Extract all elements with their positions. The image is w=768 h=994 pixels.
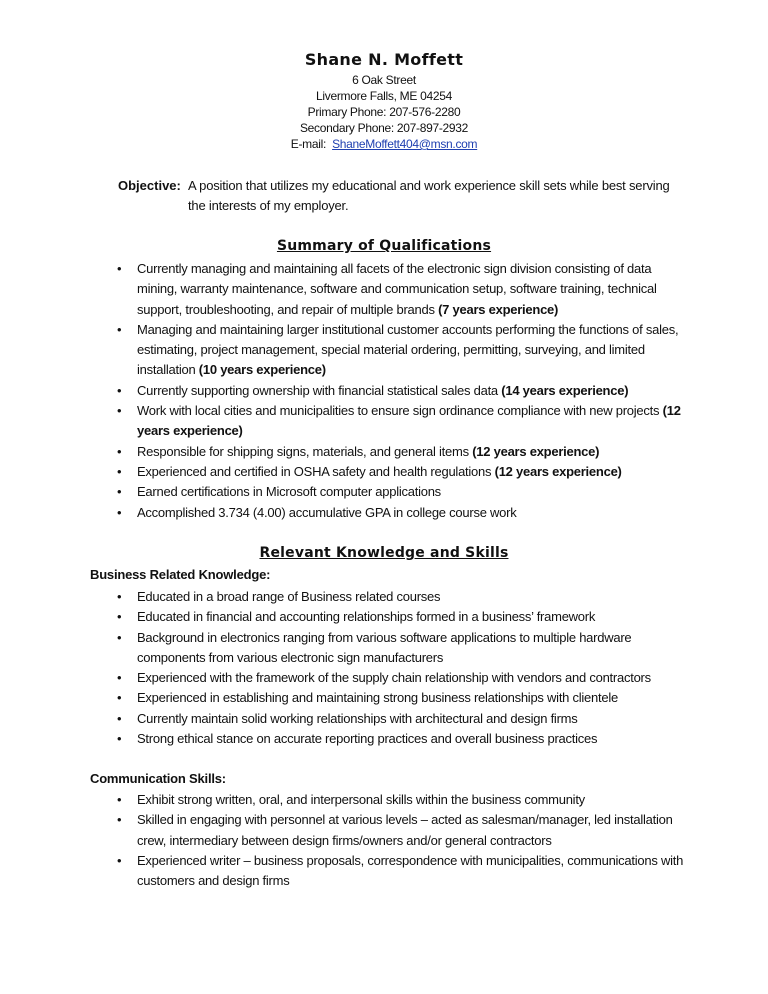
list-item xyxy=(117,851,687,892)
email-label: E-mail: xyxy=(290,137,333,151)
candidate-name: Shane N. Moffett xyxy=(304,50,464,69)
bullet-icon: • xyxy=(117,690,122,706)
list-item xyxy=(117,442,682,462)
bullet-icon: • xyxy=(117,852,122,868)
bullet-icon: • xyxy=(117,710,122,726)
list-item-text: Currently managing and maintaining all facets of the electronic sign division consisting of data mining, warranty maintenance, software and communication setup, software training, technical support, troubleshooting, and repair of multiple brands xyxy=(137,261,657,317)
bullet-icon: • xyxy=(117,261,122,276)
bullet-icon: • xyxy=(117,589,122,604)
bullet-icon: • xyxy=(117,731,122,747)
list-item xyxy=(117,462,682,482)
list-item xyxy=(117,587,687,607)
bullet-icon: • xyxy=(117,609,122,625)
list-item xyxy=(117,320,682,381)
communication-skills-list xyxy=(117,790,687,891)
bullet-icon: • xyxy=(117,321,122,337)
list-item xyxy=(117,729,687,749)
list-item-text: Skilled in engaging with personnel at various levels – acted as salesman/manager, led installation crew, intermediary between design firms/owners and/or general contractors xyxy=(137,812,673,848)
list-item xyxy=(117,259,682,320)
list-item xyxy=(117,810,687,851)
list-item xyxy=(117,688,687,708)
list-item-text: Work with local cities and municipalities to ensure sign ordinance compliance with new projects xyxy=(137,403,663,419)
objective-label: Objective: xyxy=(118,178,181,193)
secondary-phone: Secondary Phone: 207-897-2932 xyxy=(299,121,469,135)
list-item xyxy=(117,607,687,627)
list-item-text: Responsible for shipping signs, materials, and general items xyxy=(137,443,473,459)
bullet-icon: • xyxy=(117,403,122,419)
communication-skills-heading: Communication Skills: xyxy=(90,771,226,786)
list-item-text: Earned certifications in Microsoft computer applications xyxy=(137,484,441,500)
bullet-icon: • xyxy=(117,504,122,520)
email-line xyxy=(0,136,768,152)
bullet-icon: • xyxy=(117,484,122,500)
list-item-text: Experienced writer – business proposals, correspondence with municipalities, communications with customers and design firms xyxy=(137,852,684,889)
primary-phone: Primary Phone: 207-576-2280 xyxy=(307,105,461,119)
summary-title: Summary of Qualifications xyxy=(276,238,492,254)
list-item xyxy=(117,790,687,810)
bullet-icon: • xyxy=(117,670,122,686)
list-item-text: Currently maintain solid working relationships with architectural and design firms xyxy=(137,710,578,726)
contact-header xyxy=(0,50,768,152)
list-item-text: Accomplished 3.734 (4.00) accumulative GPA in college course work xyxy=(137,504,517,520)
list-item-text: Educated in a broad range of Business related courses xyxy=(137,589,441,604)
skills-title: Relevant Knowledge and Skills xyxy=(259,545,509,561)
list-item-text: Background in electronics ranging from various software applications to multiple hardware components from various electronic sign manufacturers xyxy=(137,629,632,665)
experience-duration: (12 years experience) xyxy=(472,443,600,459)
list-item xyxy=(117,381,682,401)
experience-duration: (7 years experience) xyxy=(438,301,559,317)
bullet-icon: • xyxy=(117,463,122,479)
experience-duration: (10 years experience) xyxy=(198,362,326,378)
experience-duration: (12 years experience) xyxy=(137,403,681,439)
bullet-icon: • xyxy=(117,792,122,807)
business-knowledge-list xyxy=(117,587,687,749)
list-item xyxy=(117,709,687,729)
objective-section xyxy=(118,176,678,216)
city-state-zip: Livermore Falls, ME 04254 xyxy=(316,89,452,103)
email-link[interactable]: ShaneMoffett404@msn.com xyxy=(332,137,478,151)
experience-duration: (14 years experience) xyxy=(501,382,629,398)
list-item xyxy=(117,628,687,669)
list-item-text: Currently supporting ownership with financial statistical sales data xyxy=(137,382,502,398)
street-address: 6 Oak Street xyxy=(352,73,416,87)
list-item xyxy=(117,401,682,442)
business-knowledge-heading: Business Related Knowledge: xyxy=(90,567,271,582)
list-item-text: Experienced with the framework of the supply chain relationship with vendors and contractors xyxy=(137,670,651,686)
list-item-text: Strong ethical stance on accurate reporting practices and overall business practices xyxy=(137,731,598,747)
bullet-icon: • xyxy=(117,443,122,459)
list-item xyxy=(117,503,682,523)
list-item-text: Managing and maintaining larger institutional customer accounts performing the functions of sales, estimating, project management, special material ordering, permitting, surveying, and limited installation xyxy=(137,321,679,378)
bullet-icon: • xyxy=(117,812,122,828)
experience-duration: (12 years experience) xyxy=(494,463,622,479)
summary-list xyxy=(117,259,682,523)
list-item-text: Educated in financial and accounting relationships formed in a business’ framework xyxy=(137,609,596,625)
bullet-icon: • xyxy=(117,382,122,398)
list-item-text: Experienced in establishing and maintaining strong business relationships with clientele xyxy=(137,690,618,706)
objective-text: A position that utilizes my educational and work experience skill sets while best serving the interests of my employer. xyxy=(188,178,670,213)
list-item xyxy=(117,668,687,688)
bullet-icon: • xyxy=(117,629,122,645)
list-item-text: Experienced and certified in OSHA safety and health regulations xyxy=(137,463,495,479)
list-item-text: Exhibit strong written, oral, and interpersonal skills within the business community xyxy=(137,792,585,807)
list-item xyxy=(117,482,682,502)
